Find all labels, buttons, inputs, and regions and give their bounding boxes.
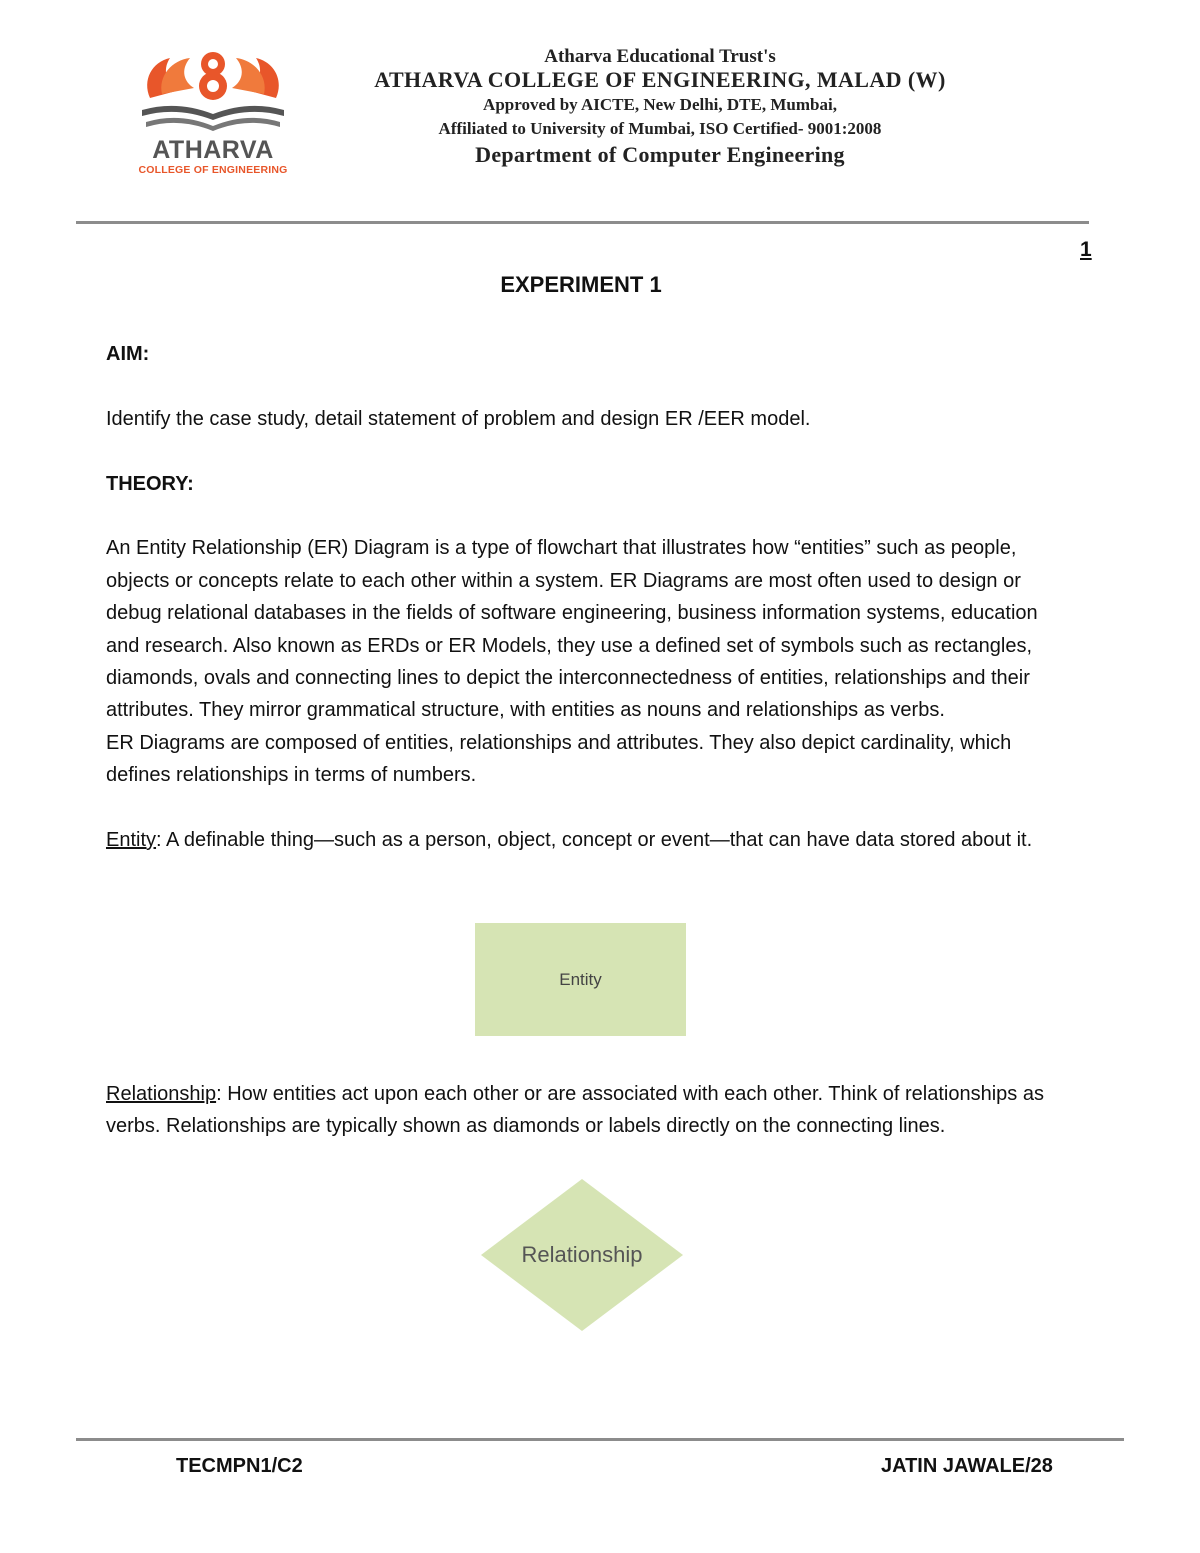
- aim-heading: AIM:: [106, 343, 150, 365]
- relationship-diamond-shape: [480, 1178, 684, 1332]
- college-name: ATHARVA COLLEGE OF ENGINEERING, MALAD (W): [374, 67, 946, 92]
- logo-emblem-icon: [132, 40, 294, 136]
- logo-subtext: COLLEGE OF ENGINEERING: [138, 164, 288, 176]
- entity-def-text: : A definable thing—such as a person, object, concept or event—that can have data stored about it.: [156, 829, 1033, 852]
- entity-shape-label: Entity: [559, 969, 602, 989]
- theory-paragraph-2: ER Diagrams are composed of entities, relationships and attributes. They also depict cardinality, which defines relationships in terms of numbers.: [106, 731, 1012, 787]
- college-logo: [132, 40, 294, 180]
- header-divider: [76, 221, 1089, 224]
- footer-class-code: TECMPN1/C2: [176, 1455, 303, 1477]
- entity-definition: [106, 824, 1066, 856]
- relationship-shape-label: Relationship: [521, 1242, 643, 1267]
- relationship-section: [106, 1078, 1066, 1143]
- footer-divider: [76, 1438, 1124, 1441]
- aim-text: Identify the case study, detail statement of problem and design ER /EER model.: [106, 407, 811, 430]
- department-name: Department of Computer Engineering: [475, 142, 845, 167]
- document-body: [106, 338, 1066, 856]
- approval-line: Approved by AICTE, New Delhi, DTE, Mumbai,: [483, 95, 837, 114]
- logo-text: ATHARVA: [152, 136, 274, 164]
- theory-heading: THEORY:: [106, 472, 194, 495]
- entity-term: Entity: [106, 829, 157, 852]
- affiliation-line: Affiliated to University of Mumbai, ISO Certified- 9001:2008: [438, 119, 882, 138]
- college-letterhead: [300, 46, 1020, 169]
- page-number: 1: [1080, 238, 1092, 261]
- relationship-term: Relationship: [106, 1083, 217, 1105]
- relationship-def-text: : How entities act upon each other or are associated with each other. Think of relationships as verbs. Relationships are typically shown as diamonds or labels directly on the connecting lines.: [106, 1083, 1044, 1138]
- trust-name: Atharva Educational Trust's: [544, 46, 776, 67]
- theory-paragraph-1: An Entity Relationship (ER) Diagram is a type of flowchart that illustrates how “entities” such as people, objects or concepts relate to each other within a system. ER Diagrams are most often used to design or debug relational databases in the fields of software engineering, business information systems, education and research. Also known as ERDs or ER Models, they use a defined set of symbols such as rectangles, diamonds, ovals and connecting lines to depict the interconnectedness of entities, relationships and their attributes. They mirror grammatical structure, with entities as nouns and relationships as verbs.: [106, 537, 1038, 722]
- footer-student-name: JATIN JAWALE/28: [881, 1455, 1053, 1477]
- relationship-definition: [106, 1078, 1066, 1143]
- experiment-title: EXPERIMENT 1: [500, 272, 662, 297]
- entity-rectangle-shape: [475, 923, 686, 1036]
